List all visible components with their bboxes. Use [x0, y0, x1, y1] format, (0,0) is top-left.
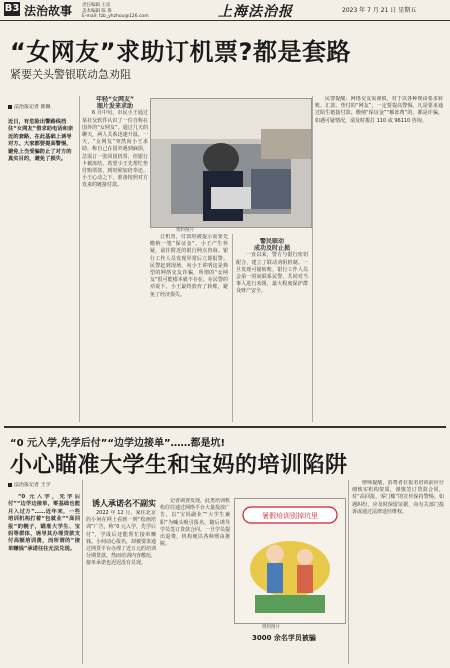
story2-headline: 小心瞄准大学生和宝妈的培训陷阱 — [10, 453, 348, 478]
column-rule — [312, 96, 313, 422]
page-number: B3 — [4, 3, 20, 14]
story2-intro — [8, 494, 80, 664]
column-rule — [82, 480, 83, 664]
editor-email: E-mail: fzb_yhzhou@126.com — [82, 14, 149, 19]
story2-photo — [234, 498, 346, 624]
story1-paragraph: 订机票，付款时被提示需要先缴纳一笔“保证金”，小王产生怀疑，前往附近的银行网点咨询。银行工作人员发现异常后立即报警。民警赶到现场，向小王讲明这是典型的网络交友诈骗，所谓的“女网友”很可能根本就不存在。在民警的劝说下，小王最终放弃了转账，避免了经济损失。 — [150, 234, 228, 298]
story1-paragraph: 一直以来，警方与银行密切配合，建立了联动劝阻机制。一旦发现可疑转账，银行工作人员会第一时间联系民警，共同对当事人进行劝阻，最大程度保护群众财产安全。 — [236, 252, 308, 295]
column-rule — [79, 96, 80, 422]
story1-section-head: 警民联动 — [259, 238, 284, 245]
story2-column-2 — [86, 510, 156, 664]
story2-paragraph: 律师提醒，消费者在报名培训前应仔细核实机构资质，谨慎签订贷款合同，对“高回报、零门槛”的宣传保持警惕。如遇纠纷，应及时保留证据，向有关部门投诉或通过法律途径维权。 — [352, 480, 444, 515]
story2-intro-text: “0 元入学，先学后付”“边学边接单，零基础也能月入过万”……近年来，一些培训机构打着“包就业”“高回报”的幌子，瞄准大学生、宝妈等群体，诱导其办理贷款支付高额培训费，而所谓的“接单赚钱”承诺往往无法兑现。 — [8, 494, 80, 552]
editor-line: 责任编辑 王彦 — [82, 3, 111, 8]
story2-column-3 — [160, 498, 230, 664]
newspaper-masthead: 上海法治报 — [218, 4, 293, 20]
story2-paragraph: 记者调查发现，此类培训机构往往通过网络平台大量投放广告，以“宝妈副业”“大学生兼职”为噱头吸引报名，随后诱导学员签订贷款合同。一旦学员提出退费，机构便以各种理由推脱。 — [160, 498, 230, 548]
poster-text: 暑假培训别掉坑里 — [262, 512, 318, 520]
weekday-text: 星期五 — [398, 7, 417, 14]
story1-column-4 — [236, 238, 308, 422]
page-header — [0, 0, 450, 21]
editor-line: 美术编辑 陈 鲁 — [82, 8, 112, 14]
story2-section-head: 诱人承诺名不副实 — [92, 499, 156, 508]
byline-text: 法治报记者 王宇 — [14, 482, 51, 488]
issue-date — [342, 5, 416, 14]
story1-section-head2: 成功及时止损 — [253, 245, 290, 253]
section-title: 法治故事 — [24, 4, 73, 18]
story2-column-4 — [352, 480, 444, 664]
story2-byline — [8, 482, 78, 489]
story1-section-head: 年轻“女网友” — [96, 96, 134, 103]
story1-column-2 — [82, 96, 148, 422]
byline-text: 法治报记者 陈佩 — [14, 104, 51, 110]
story2-kicker: “0 元入学,先学后付”“边学边接单”……都是坑! — [10, 438, 226, 449]
story1-intro: 近日，有危险出警路线挡住“女网友”借求助电话和亲近的套路，在此基础上诱导对方。大家都要提高警惕，避免上当受骗防止了对方的真实目的，避免了损失。 — [8, 119, 74, 163]
story1-headline: “女网友”求助订机票?都是套路 — [10, 38, 351, 66]
story1-photo — [150, 98, 312, 228]
story1-column-5 — [315, 96, 443, 422]
editor-credits — [82, 3, 192, 20]
section-divider — [4, 426, 446, 428]
story1-paragraph: 民警提醒：网络交友需谨慎，对于以各种理由要求转账、汇款、垫付的“网友”，一定要提高警惕。凡是要求通过陌生链接付款、缴纳“保证金”“解冻费”的，都是诈骗。如遇可疑情况，请及时拨打 110 或 96110 咨询。 — [315, 96, 443, 124]
story2-photo-caption: 资料图片 — [262, 625, 280, 630]
story1-column-3 — [150, 234, 228, 422]
column-rule — [232, 234, 233, 422]
story1-paragraph: 6 月中旬，市民小王通过某社交软件认识了一位自称在国外的“女网友”。通过几天的聊天，两人关系迅速升温。一天，“女网友”突然向小王求助，称自己在国外遇到麻烦，急需订一张回国机票，但银行卡被冻结，希望小王先帮忙垫付购票款，到时候加倍奉还。小王心动之下，准备按照对方发来的链接付款。 — [82, 110, 148, 189]
story1-section-head2: 图片发来求助 — [96, 103, 133, 111]
column-rule — [348, 480, 349, 664]
date-text: 2023 年 7 月 21 日 — [342, 7, 397, 14]
story1-photo-caption: 资料图片 — [176, 228, 194, 233]
story1-byline — [8, 104, 78, 111]
story1-subheadline: 紧要关头警银联动急劝阻 — [10, 68, 131, 81]
story2-paragraph: 2022 年 12 月，家住北京的小何在网上看到一则“绘画培训”广告，称“0 元入学，先学后付”，学成后还能帮忙接单赚钱。小何动心报名，却被要求通过网贷平台办理了近万元的培训分期贷款。然而培训内容敷衍，接单承诺也迟迟没有兑现。 — [86, 510, 156, 567]
story2-section-head-3000: 3000 余名学员被骗 — [252, 634, 316, 642]
